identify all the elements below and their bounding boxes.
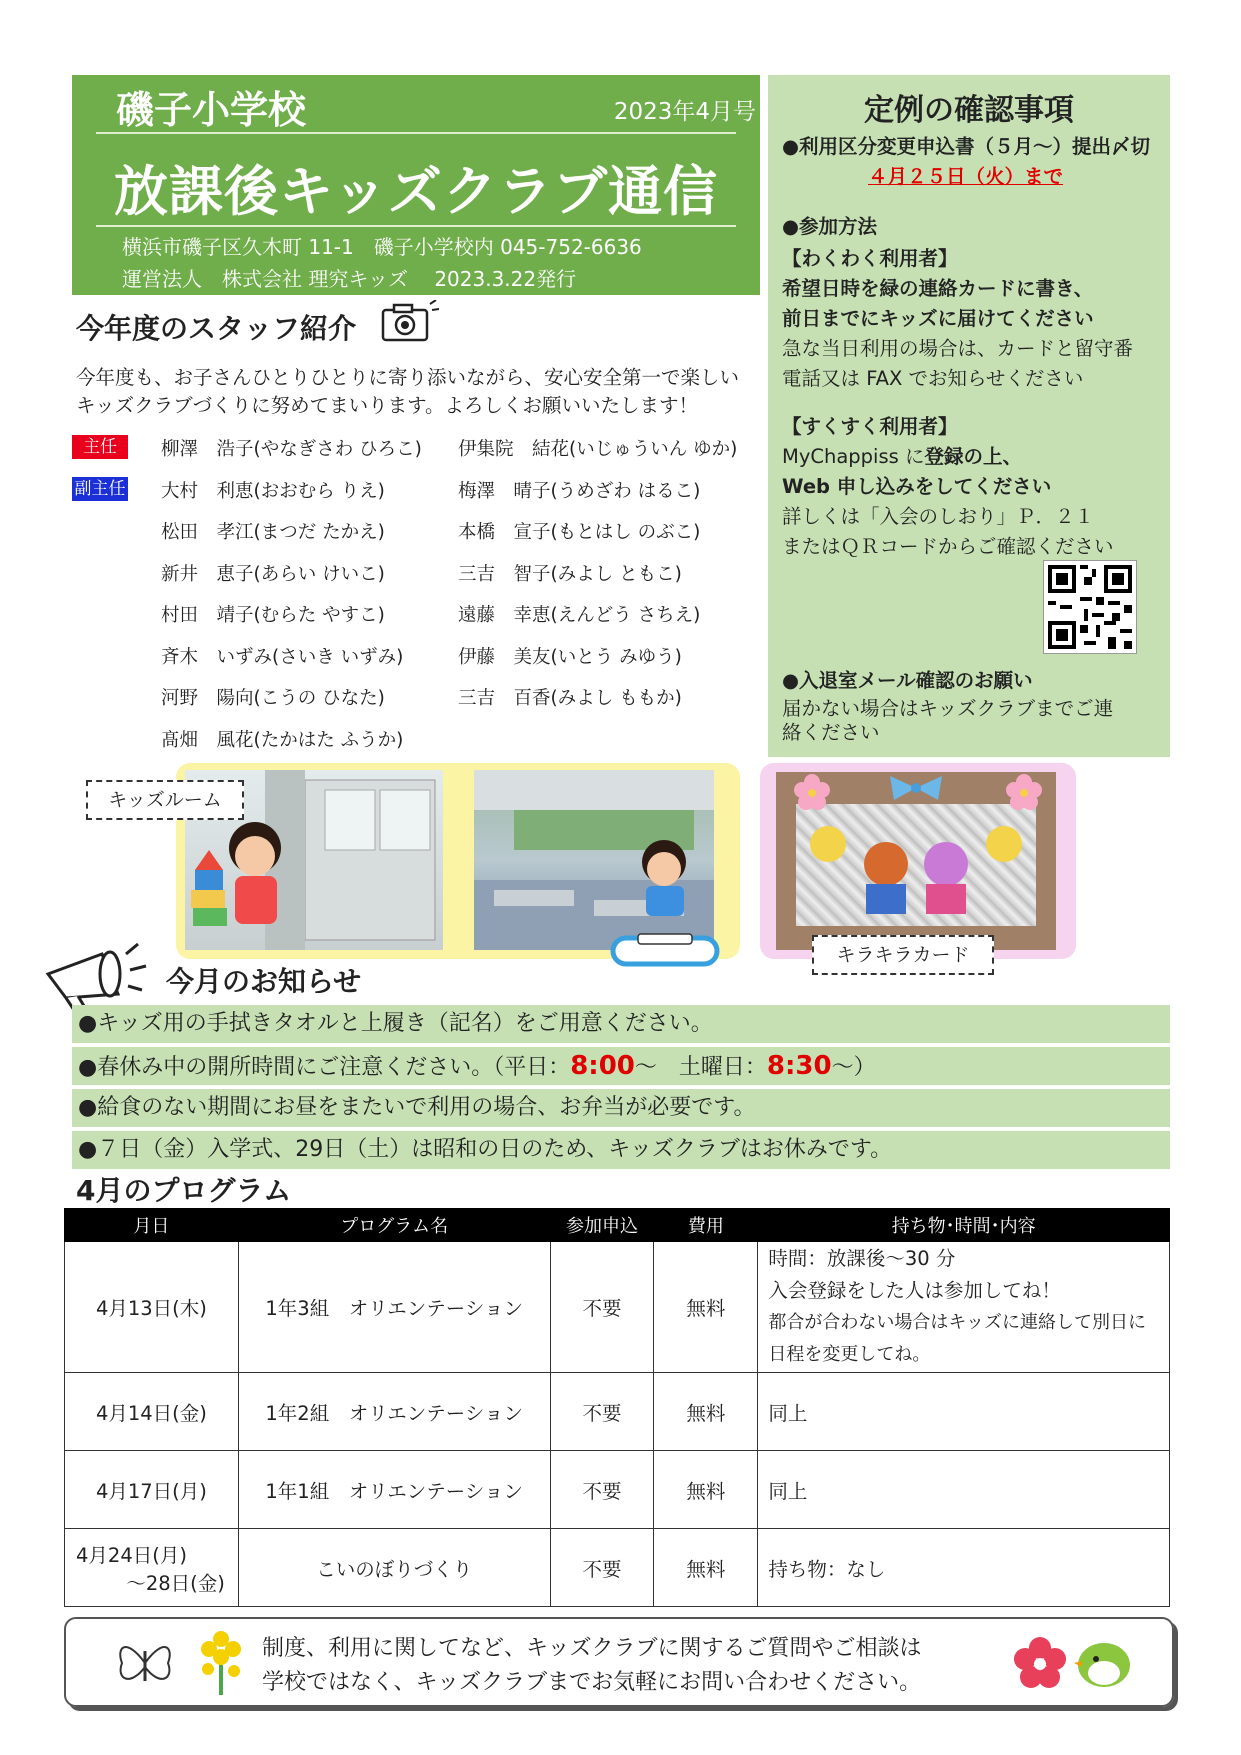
wakuwaku-line: 電話又は FAX でお知らせください [782,367,1084,390]
mail-heading: ●入退室メール確認のお願い [782,669,1033,692]
content-cell: 同上 [758,1373,1170,1451]
contact-footer [64,1617,1174,1707]
megaphone-icon [42,940,152,1014]
content-cell: 持ち物：なし [758,1529,1170,1607]
vice-chief-badge: 副主任 [72,477,128,501]
deadline: ４月２５日（火）まで [868,165,1064,188]
kids-room-photo [474,770,714,950]
content-line: 入会登録をした人は参加してね！ [768,1279,1061,1302]
staff-name: 村田 靖子(むらた やすこ) [161,605,385,626]
wakuwaku-line: 前日までにキッズに届けてください [782,307,1094,330]
newsletter-header [72,75,760,295]
date-cell: 4月17日(月) [65,1451,239,1529]
address-line: 横浜市磯子区久木町 11-1 磯子小学校内 045-752-6636 [122,235,642,259]
column-header: プログラム名 [238,1209,550,1242]
column-header: 参加申込 [550,1209,654,1242]
chief-badge: 主任 [72,435,128,459]
staff-name: 河野 陽向(こうの ひなた) [161,688,385,709]
column-header: 月日 [65,1209,239,1242]
apply-cell: 不要 [550,1373,654,1451]
staff-intro: 今年度も、お子さんひとりひとりに寄り添いながら、安心安全第一で楽しい [76,366,740,389]
weekday-open-time: 8:00 [570,1051,635,1081]
divider [96,225,736,227]
content-line: 日程を変更してね。 [768,1344,931,1365]
sukusuku-line: Web 申し込みをしてください [782,475,1052,498]
news-item: ●給食のない期間にお昼をまたいで利用の場合、お弁当が必要です。 [72,1089,1170,1127]
news-text: ～ 土曜日： [634,1055,767,1080]
butterfly-icon [116,1637,174,1689]
wakuwaku-line: 希望日時を緑の連絡カードに書き、 [782,277,1094,300]
fee-cell: 無料 [654,1373,758,1451]
wakuwaku-heading: 【わくわく利用者】 [782,247,958,270]
newsletter-title: 放課後キッズクラブ通信 [114,160,718,223]
news-text: ●春休み中の開所時間にご注意ください。（平日： [78,1055,571,1080]
content-cell: 同上 [758,1451,1170,1529]
program-name-cell: 1年1組 オリエンテーション [238,1451,550,1529]
news-item: ●キッズ用の手拭きタオルと上履き（記名）をご用意ください。 [72,1005,1170,1043]
routine-info-box [768,75,1170,757]
date-cell [65,1529,239,1607]
staff-name: 大村 利恵(おおむら りえ) [161,481,385,502]
program-name-cell: 1年2組 オリエンテーション [238,1373,550,1451]
staff-name: 斉木 いずみ(さいき いずみ) [161,647,404,668]
operator-line: 運営法人 株式会社 理究キッズ 2023.3.22発行 [122,267,577,291]
method-heading: ●参加方法 [782,215,878,238]
plum-flower-icon [1014,1637,1066,1689]
apply-cell: 不要 [550,1451,654,1529]
ribbon-icon [886,772,946,806]
school-name: 磯子小学校 [116,88,307,132]
date-line: 4月24日(月) [76,1543,187,1567]
table-row [65,1373,1170,1451]
table-header-row [65,1209,1170,1242]
table-row [65,1529,1170,1607]
footer-line: 学校ではなく、キッズクラブまでお気軽にお問い合わせください。 [262,1670,922,1695]
fee-cell: 無料 [654,1451,758,1529]
staff-name: 伊藤 美友(いとう みゆう) [458,647,682,668]
mail-line: 届かない場合はキッズクラブまでご連 [782,697,1114,720]
staff-name: 髙畑 風花(たかはた ふうか) [161,730,404,751]
staff-name: 三吉 百香(みよし ももか) [458,688,682,709]
issue-date: 2023年4月号 [613,99,756,125]
footer-line: 制度、利用に関してなど、キッズクラブに関するご質問やご相談は [262,1636,922,1661]
apply-cell: 不要 [550,1242,654,1373]
saturday-open-time: 8:30 [766,1051,832,1081]
table-row [65,1451,1170,1529]
program-name-cell: 1年3組 オリエンテーション [238,1242,550,1373]
content-line: 時間：放課後～30 分 [768,1247,956,1270]
card-artwork [796,804,1036,926]
flower-icon [1006,774,1042,810]
news-text: ～） [831,1055,876,1080]
train-track-icon [610,932,720,968]
program-title: 4月のプログラム [76,1174,292,1207]
staff-name: 柳澤 浩子(やなぎさわ ひろこ) [161,439,422,460]
program-name-cell: こいのぼりづくり [238,1529,550,1607]
sukusuku-line: またはＱＲコードからご確認ください [782,535,1114,558]
table-row [65,1242,1170,1373]
qr-code[interactable] [1043,560,1137,654]
bird-icon [1074,1631,1136,1693]
flower-icon [794,774,830,810]
staff-name: 梅澤 晴子(うめざわ はるこ) [458,481,701,502]
apply-cell: 不要 [550,1529,654,1607]
divider [96,132,736,134]
mail-line: 絡ください [782,721,880,744]
staff-name: 本橋 宣子(もとはし のぶこ) [458,522,701,543]
staff-name: 遠藤 幸恵(えんどう さちえ) [458,605,701,626]
content-cell [758,1242,1170,1373]
news-title: 今月のお知らせ [166,965,362,998]
staff-name: 新井 恵子(あらい けいこ) [161,564,385,585]
staff-name: 松田 孝江(まつだ たかえ) [161,522,385,543]
column-header: 持ち物･時間･内容 [758,1209,1170,1242]
sukusuku-text: MyChappiss に [782,445,925,468]
sukusuku-line [782,441,1022,469]
staff-name: 伊集院 結花(いじゅういん ゆか) [458,439,738,460]
program-table [64,1208,1170,1607]
date-line: ～28日(金) [126,1571,225,1595]
sukusuku-text-bold: 登録の上、 [924,445,1022,468]
content-line: 都合が合わない場合はキッズに連絡して別日に [768,1312,1147,1333]
news-item: ●７日（金）入学式、29日（土）は昭和の日のため、キッズクラブはお休みです。 [72,1131,1170,1169]
change-form-notice: ●利用区分変更申込書（５月～）提出〆切 [782,135,1151,158]
info-title: 定例の確認事項 [864,93,1074,128]
kirakira-card-label: キラキラカード [812,935,994,975]
kids-room-label: キッズルーム [86,780,244,820]
camera-icon [380,300,440,348]
sukusuku-heading: 【すくすく利用者】 [782,415,958,438]
wakuwaku-line: 急な当日利用の場合は、カードと留守番 [782,337,1134,360]
staff-intro: キッズクラブづくりに努めてまいります。よろしくお願いいたします！ [76,394,699,417]
column-header: 費用 [654,1209,758,1242]
fee-cell: 無料 [654,1529,758,1607]
date-cell: 4月14日(金) [65,1373,239,1451]
fee-cell: 無料 [654,1242,758,1373]
sukusuku-line: 詳しくは「入会のしおり」Ｐ．２１ [782,505,1095,528]
date-cell: 4月13日(木) [65,1242,239,1373]
news-item [72,1047,1170,1085]
staff-title: 今年度のスタッフ紹介 [76,312,357,345]
rapeseed-flower-icon [194,1629,248,1697]
staff-name: 三吉 智子(みよし ともこ) [458,564,682,585]
